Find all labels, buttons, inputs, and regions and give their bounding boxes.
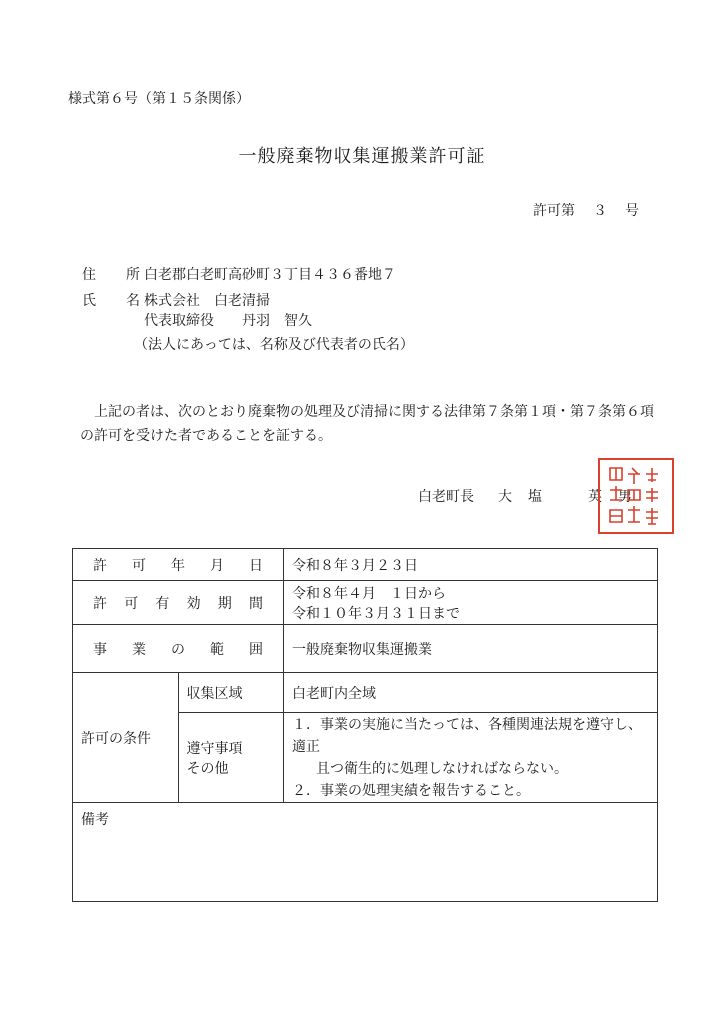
permit-number [533, 200, 639, 220]
form-number: 様式第６号（第１５条関係） [68, 91, 250, 107]
official-seal [598, 458, 674, 534]
permit-date-label: 許可年月日 [73, 549, 284, 581]
address-label: 住 所 [82, 267, 148, 283]
applicant-note: （法人にあっては、名称及び代表者の氏名） [134, 337, 414, 353]
validity-to: 令和１０年３月３１日まで [292, 605, 460, 622]
compliance-item-1-continued: 且つ衛生的に処理しなければならない。 [316, 760, 568, 777]
permit-number-prefix: 許可第 [533, 203, 575, 219]
permit-details-table [72, 548, 658, 902]
seal-glyphs [600, 460, 672, 532]
collection-area-value: 白老町内全域 [284, 673, 658, 713]
permit-date-row [73, 549, 658, 581]
document-title: 一般廃棄物収集運搬業許可証 [238, 146, 486, 167]
issuer-name: 大塩 英男 [498, 489, 648, 505]
scope-row [73, 625, 658, 673]
conditions-label: 許可の条件 [73, 673, 179, 803]
compliance-value [284, 713, 658, 803]
remarks-row [73, 803, 658, 902]
compliance-label-line1: 遵守事項 [186, 740, 243, 757]
compliance-list [292, 714, 649, 802]
compliance-label [178, 713, 284, 803]
validity-value [284, 581, 658, 625]
compliance-label-line2: その他 [186, 760, 229, 777]
company-name: 株式会社 白老清掃 [144, 293, 270, 309]
collection-area-label: 収集区域 [178, 673, 284, 713]
representative [144, 310, 312, 330]
collection-area-row [73, 673, 658, 713]
remarks-cell [73, 803, 658, 902]
scope-value: 一般廃棄物収集運搬業 [284, 625, 658, 673]
permit-number-suffix: 号 [625, 203, 639, 219]
compliance-item-2: ２．事業の処理実績を報告すること。 [292, 782, 530, 799]
validity-row [73, 581, 658, 625]
permit-date-value: 令和８年３月２３日 [284, 549, 658, 581]
validity-from: 令和８年４月 １日から [292, 585, 446, 602]
scope-label: 事業の範囲 [73, 625, 284, 673]
issuer-title: 白老町長 [418, 489, 474, 505]
name-label: 氏 名 [82, 293, 148, 309]
representative-name: 丹羽 智久 [242, 313, 312, 329]
address-value: 白老郡白老町高砂町３丁目４３６番地７ [144, 267, 396, 283]
certification-text: 上記の者は、次のとおり廃棄物の処理及び清掃に関する法律第７条第１項・第７条第６項の許可を受けた者であることを証する。 [80, 404, 654, 444]
compliance-item-1: １．事業の実施に当たっては、各種関連法規を遵守し、適正 [292, 716, 642, 755]
representative-title: 代表取締役 [144, 313, 214, 329]
remarks-label: 備考 [81, 812, 109, 828]
validity-label: 許可有効期間 [73, 581, 284, 625]
permit-number-value: ３ [593, 203, 607, 219]
